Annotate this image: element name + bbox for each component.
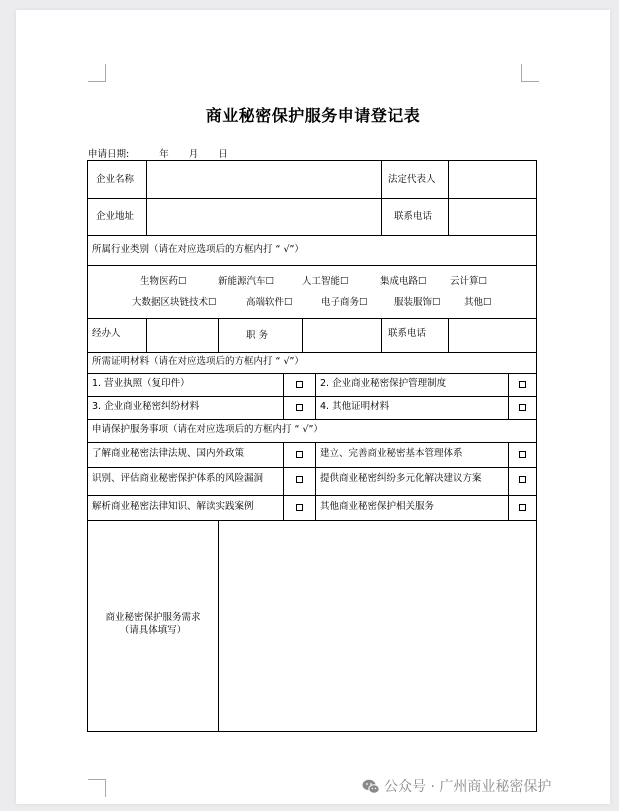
contact-phone-label: 联系电话 (394, 211, 433, 222)
legal-representative-field[interactable] (449, 161, 536, 198)
row-divider (88, 352, 536, 353)
checkbox[interactable] (296, 451, 303, 458)
industry-option[interactable]: 人工智能☐ (302, 276, 349, 287)
date-day: 日 (218, 149, 228, 160)
industry-category-header: 所属行业类别（请在对应选项后的方框内打 “ √”） (92, 244, 304, 255)
col-divider (381, 318, 382, 352)
industry-option[interactable]: 其他☐ (464, 297, 492, 308)
row-divider (88, 265, 536, 266)
watermark (362, 776, 551, 796)
position-label: 职 务 (246, 330, 269, 341)
position-field[interactable] (303, 319, 381, 352)
contact-phone-field[interactable] (449, 199, 536, 235)
document-page (16, 10, 610, 804)
col-divider (283, 373, 284, 419)
checkbox[interactable] (519, 451, 526, 458)
handler-label: 经办人 (92, 328, 121, 339)
company-name-label: 企业名称 (96, 174, 135, 185)
checkbox-icon: ☐ (418, 276, 427, 287)
materials-header: 所需证明材料（请在对应选项后的方框内打 “ √”） (92, 356, 304, 367)
checkbox[interactable] (519, 504, 526, 511)
col-divider (508, 442, 509, 520)
checkbox[interactable] (296, 404, 303, 411)
corner-mark-top-left (88, 64, 106, 82)
needs-label: 商业秘密保护服务需求 (105, 612, 201, 623)
document-title: 商业秘密保护服务申请登记表 (205, 106, 421, 125)
industry-option[interactable]: 集成电路☐ (380, 276, 427, 287)
checkbox-icon: ☐ (432, 297, 441, 308)
col-divider (381, 161, 382, 235)
row-divider (88, 396, 536, 397)
checkbox-icon: ☐ (359, 297, 368, 308)
col-divider (283, 442, 284, 520)
wechat-icon (362, 779, 380, 794)
company-address-label: 企业地址 (96, 211, 135, 222)
date-year: 年 (159, 149, 169, 160)
contact-phone-label-2: 联系电话 (388, 328, 427, 339)
checkbox-icon: ☐ (284, 297, 293, 308)
material-item: 3. 企业商业秘密纠纷材料 (92, 401, 200, 412)
date-label: 申请日期: (88, 149, 130, 160)
industry-option[interactable]: 高端软件☐ (246, 297, 293, 308)
checkbox-icon: ☐ (478, 276, 488, 287)
services-header: 申请保护服务事项（请在对应选项后的方框内打 “ √”） (92, 424, 323, 435)
checkbox[interactable] (519, 404, 526, 411)
service-item: 了解商业秘密法律法规、国内外政策 (92, 448, 245, 459)
service-item: 其他商业秘密保护相关服务 (320, 501, 435, 512)
checkbox[interactable] (519, 476, 526, 483)
row-divider (88, 495, 536, 496)
checkbox[interactable] (296, 504, 303, 511)
industry-option[interactable]: 生物医药☐ (140, 276, 187, 287)
checkbox-icon: ☐ (208, 297, 217, 308)
col-divider (218, 318, 219, 352)
industry-option[interactable]: 新能源汽车☐ (218, 276, 275, 287)
row-divider (88, 442, 536, 443)
application-form-table (87, 160, 537, 732)
material-item: 1. 营业执照（复印件） (92, 378, 190, 389)
service-item: 解析商业秘密法律知识、解读实践案例 (92, 501, 254, 512)
corner-mark-top-right (521, 64, 539, 82)
row-divider (88, 373, 536, 374)
row-divider (88, 235, 536, 236)
industry-option[interactable]: 服装服饰☐ (394, 297, 441, 308)
service-item: 建立、完善商业秘密基本管理体系 (320, 448, 463, 459)
watermark-text: 公众号 · 广州商业秘密保护 (384, 779, 552, 795)
company-name-field[interactable] (147, 161, 381, 198)
col-divider (315, 442, 316, 520)
industry-option[interactable]: 电子商务☐ (321, 297, 368, 308)
checkbox[interactable] (296, 381, 303, 388)
checkbox[interactable] (296, 476, 303, 483)
corner-mark-bottom-left (88, 779, 106, 797)
col-divider (508, 373, 509, 419)
handler-field[interactable] (147, 319, 218, 352)
application-date (88, 146, 228, 160)
industry-option[interactable]: 大数据区块链技术☐ (132, 297, 217, 308)
date-month: 月 (188, 149, 199, 160)
row-divider (88, 419, 536, 420)
needs-textarea[interactable] (219, 521, 536, 731)
checkbox-icon: ☐ (178, 276, 187, 287)
material-item: 2. 企业商业秘密保护管理制度 (320, 378, 447, 389)
service-item: 提供商业秘密纠纷多元化解决建议方案 (320, 473, 482, 484)
checkbox[interactable] (519, 381, 526, 388)
legal-representative-label: 法定代表人 (388, 174, 436, 185)
needs-label-hint: （请具体填写） (119, 625, 187, 636)
checkbox-icon: ☐ (265, 276, 275, 287)
industry-option[interactable]: 云计算☐ (450, 276, 488, 287)
col-divider (315, 373, 316, 419)
checkbox-icon: ☐ (483, 297, 492, 308)
contact-phone-field-2[interactable] (449, 319, 536, 352)
row-divider (88, 467, 536, 468)
checkbox-icon: ☐ (340, 276, 349, 287)
company-address-field[interactable] (147, 199, 381, 235)
material-item: 4. 其他证明材料 (320, 401, 390, 412)
service-item: 识别、评估商业秘密保护体系的风险漏洞 (92, 473, 264, 484)
